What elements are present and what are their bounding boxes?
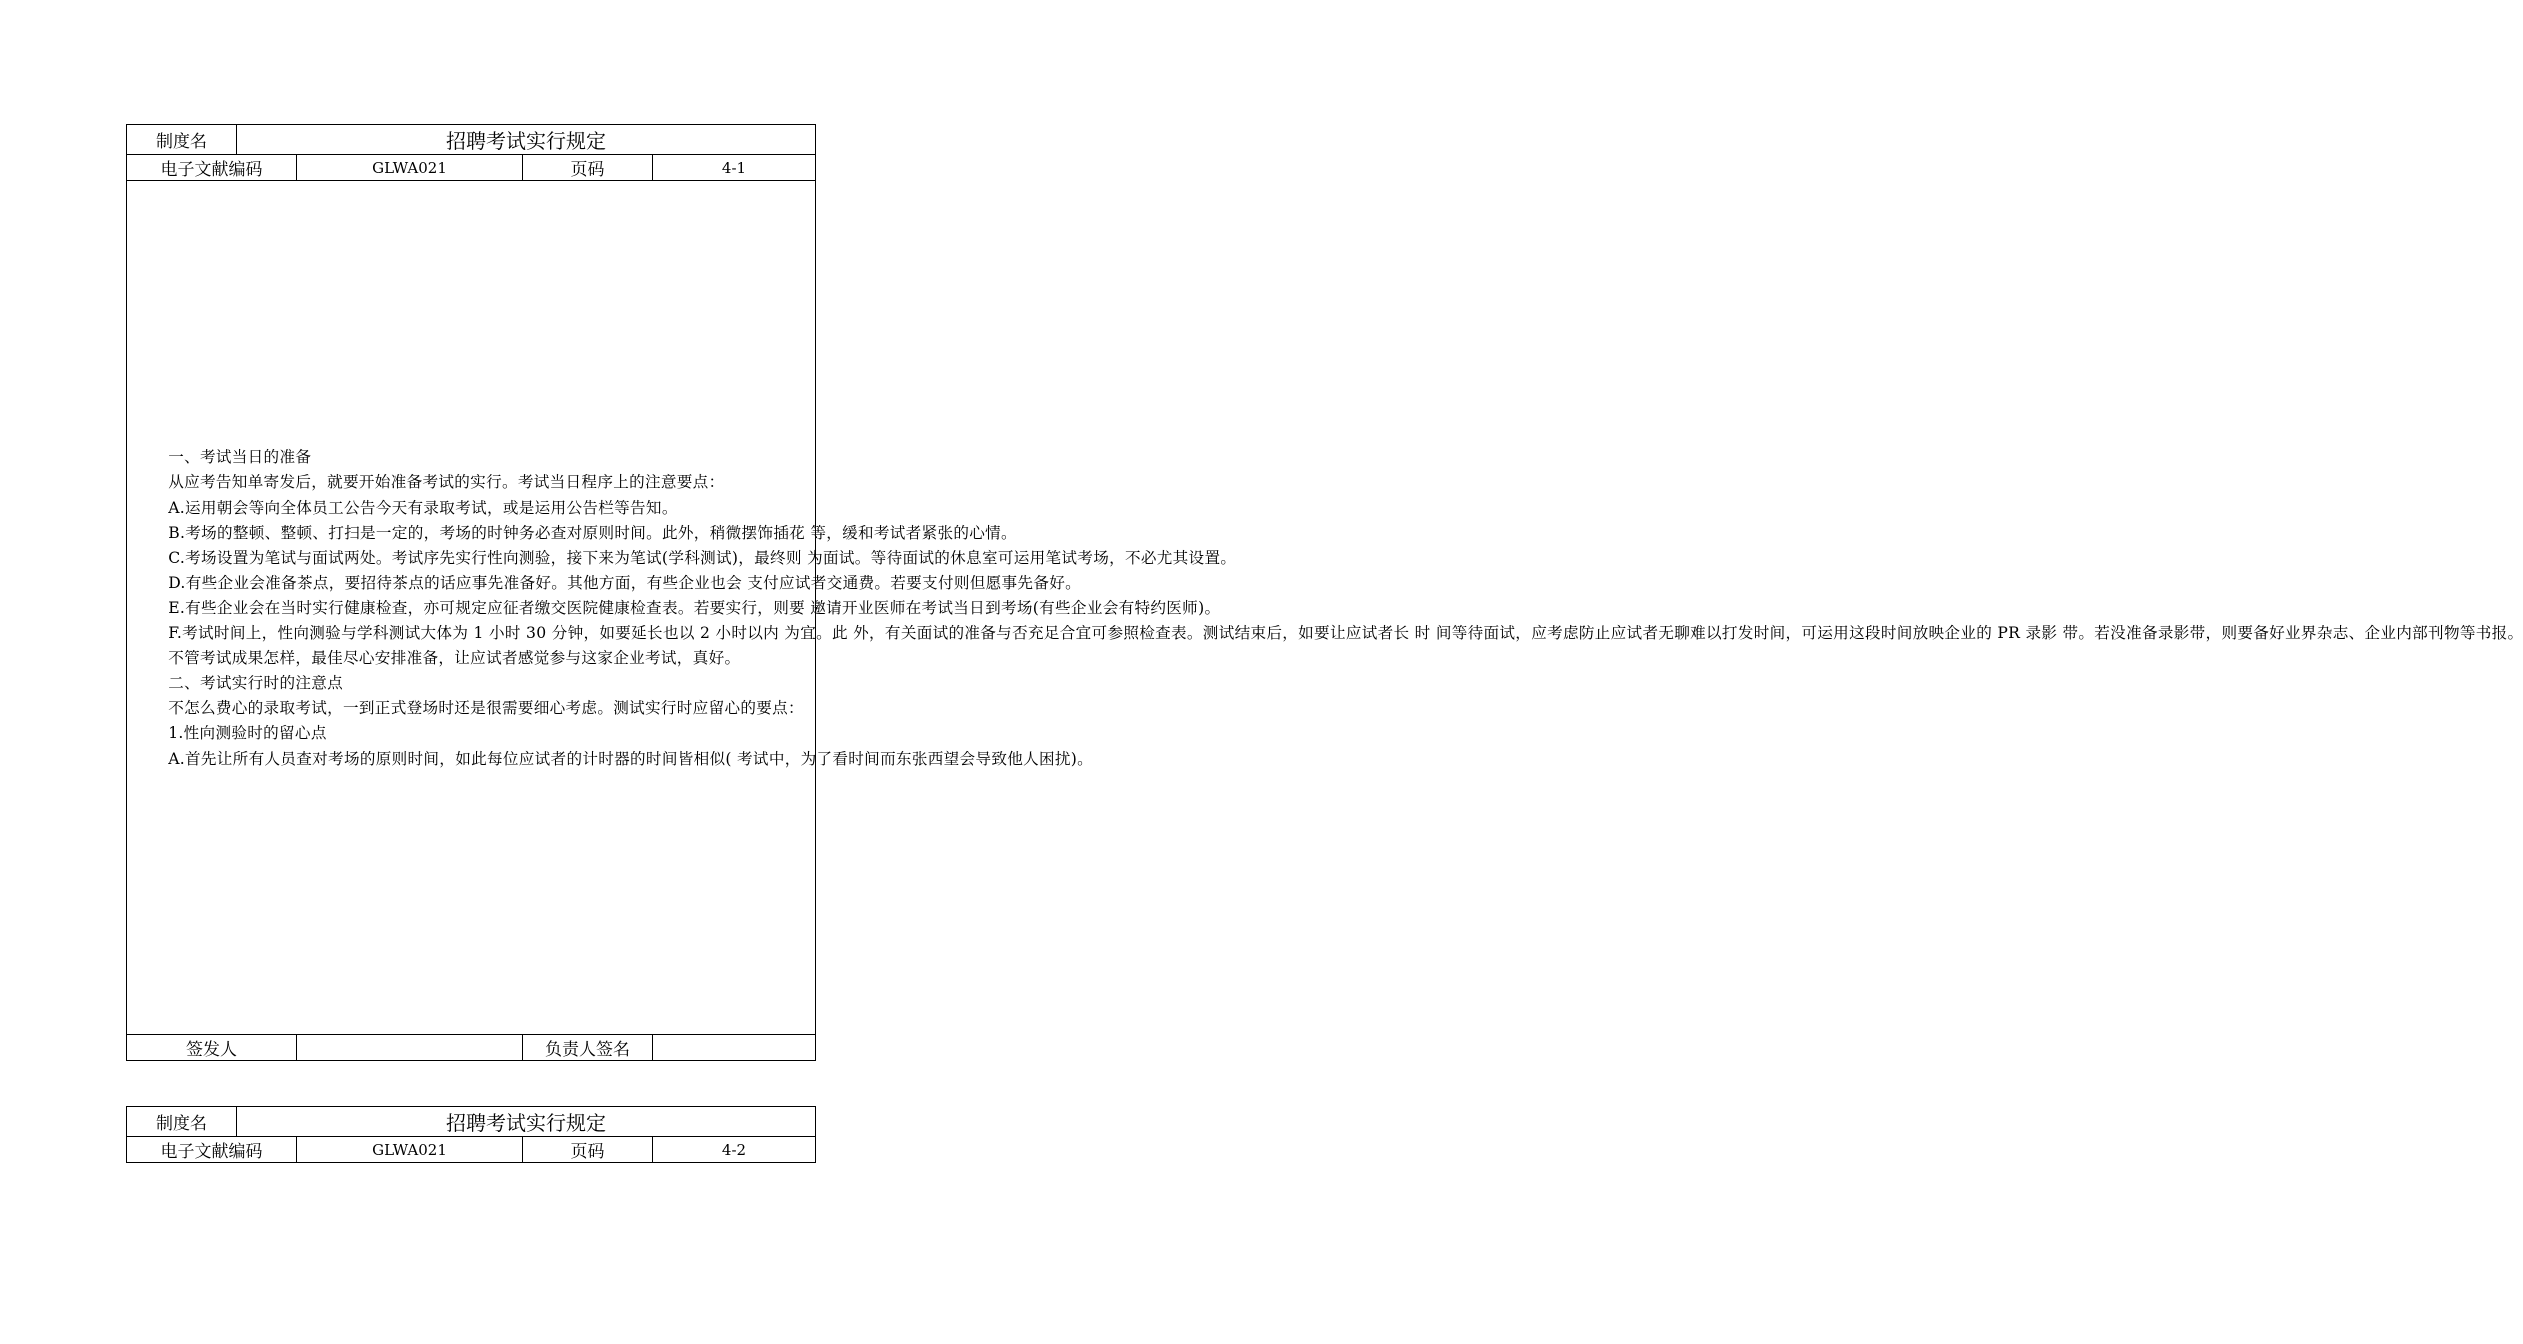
body-paragraph: D.有些企业会准备茶点，要招待茶点的话应事先准备好。其他方面，有些企业也会 支付应试者交通费。若要支付则但愿事先备好。 [168,573,1081,592]
document-code-label: 电子文献编码 [127,155,297,181]
body-paragraph: B.考场的整顿、整顿、打扫是一定的，考场的时钟务必查对原则时间。此外，稍微摆饰插花 等，缓和考试者紧张的心情。 [168,523,1017,542]
subsection-heading: 1.性向测验时的留心点 [168,724,327,743]
page-number-label: 页码 [523,1137,653,1163]
page-number-label: 页码 [523,155,653,181]
regulation-body [127,181,2523,1035]
body-paragraph: A.运用朝会等向全体员工公告今天有录取考试，或是运用公告栏等告知。 [168,498,678,517]
body-paragraph: 不怎么费心的录取考试，一到正式登场时还是很需要细心考虑。测试实行时应留心的要点： [168,699,804,718]
body-paragraph: E.有些企业会在当时实行健康检查，亦可规定应征者缴交医院健康检查表。若要实行，则要 邀请开业医师在考试当日到考场(有些企业会有特约医师)。 [168,598,1221,617]
regulation-name-label: 制度名 [127,1107,237,1137]
body-paragraph: 不管考试成果怎样，最佳尽心安排准备，让应试者感觉参与这家企业考试，真好。 [168,649,741,668]
body-paragraph: C.考场设置为笔试与面试两处。考试序先实行性向测验，接下来为笔试(学科测试)，最终则 为面试。等待面试的休息室可运用笔试考场，不必尤其设置。 [168,548,1237,567]
regulation-title: 招聘考试实行规定 [237,125,816,155]
body-paragraph: F.考试时间上，性向测验与学科测试大体为 1 小时 30 分钟，如要延长也以 2 小时以内 为宜。此 外，有关面试的准备与否充足合宜可参照检查表。测试结束后，如要让应试者长 时 间等待面试，应考虑防止应试者无聊难以打发时间，可运用这段时间放映企业的 PR 录影 带。若没准备录影带，则要备好业界杂志、企业内部刊物等书报。 [168,624,2523,643]
regulation-name-label: 制度名 [127,125,237,155]
regulation-form-table [126,1106,816,1163]
body-paragraph: A.首先让所有人员查对考场的原则时间，如此每位应试者的计时器的时间皆相似( 考试中，为了看时间而东张西望会导致他人困扰)。 [168,749,1094,768]
responsible-signature-field [653,1035,816,1061]
responsible-signature-label: 负责人签名 [523,1035,653,1061]
section-heading: 一、考试当日的准备 [168,448,312,467]
section-heading: 二、考试实行时的注意点 [168,674,344,693]
document-code-value: GLWA021 [297,155,523,181]
page-number-value: 4-1 [653,155,816,181]
regulation-form-table [126,124,2523,1061]
page-number-value: 4-2 [653,1137,816,1163]
body-text [127,443,2523,771]
document-sheet-2 [126,1106,815,1163]
regulation-title: 招聘考试实行规定 [237,1107,816,1137]
document-sheet-1 [126,124,2523,1061]
issuer-field [297,1035,523,1061]
document-code-value: GLWA021 [297,1137,523,1163]
body-paragraph: 从应考告知单寄发后，就要开始准备考试的实行。考试当日程序上的注意要点： [168,473,725,492]
document-code-label: 电子文献编码 [127,1137,297,1163]
issuer-label: 签发人 [127,1035,297,1061]
